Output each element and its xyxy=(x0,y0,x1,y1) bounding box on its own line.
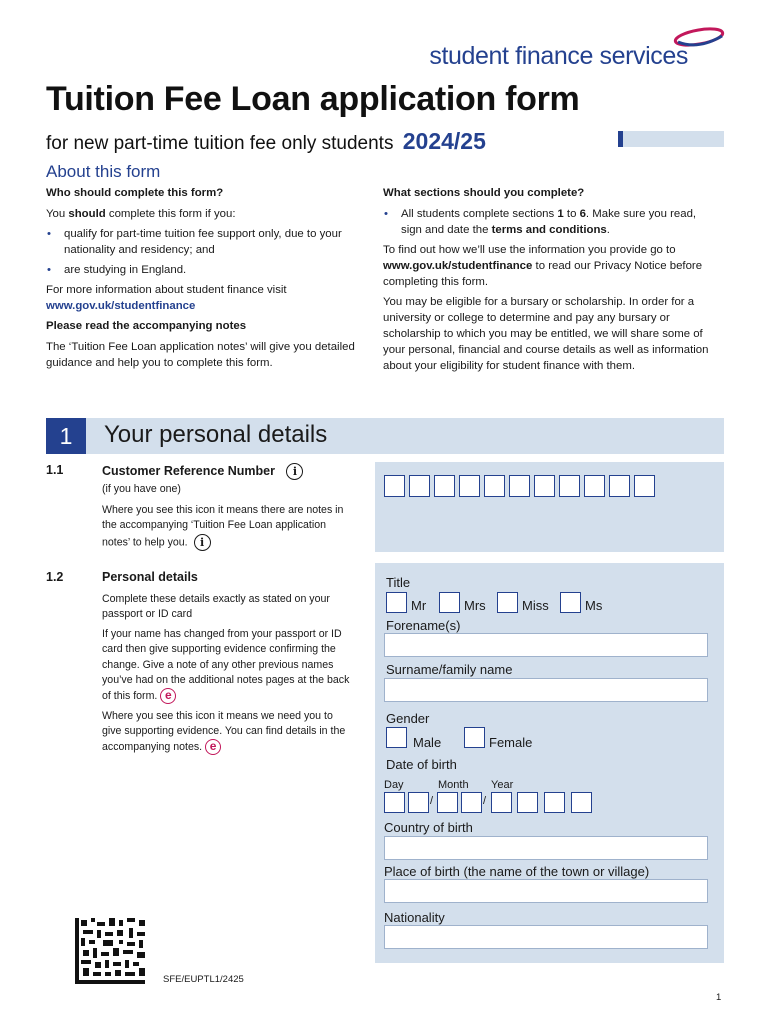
nationality-label: Nationality xyxy=(384,910,445,925)
info-icon: i xyxy=(194,534,211,551)
privacy-intro: To find out how we’ll use the information you provide go to xyxy=(383,244,676,256)
about-right-column xyxy=(383,185,713,378)
crn-title xyxy=(102,463,303,480)
sections-heading: What sections should you complete? xyxy=(383,187,585,199)
dob-label: Date of birth xyxy=(386,757,457,772)
title-option: Ms xyxy=(585,598,603,613)
brand-name: student finance services xyxy=(429,42,688,70)
crn-digit-box[interactable] xyxy=(534,475,555,497)
dob-day-label: Day xyxy=(384,779,404,791)
dob-month-label: Month xyxy=(438,779,469,791)
who-intro xyxy=(46,206,364,222)
bullet-bold: 6 xyxy=(579,208,586,220)
gender-male-checkbox[interactable] xyxy=(386,727,407,748)
dob-month-box[interactable] xyxy=(437,792,458,813)
crn-digit-box[interactable] xyxy=(409,475,430,497)
place-field[interactable] xyxy=(384,879,708,903)
dob-separator: / xyxy=(430,795,434,807)
dob-day-box[interactable] xyxy=(408,792,429,813)
section-title: Your personal details xyxy=(104,421,328,448)
note-passport: Complete these details exactly as stated on your passport or ID card xyxy=(102,593,330,621)
name-change-text: If your name has changed from your passport or ID card then give supporting evidence confirming the change. Give a note of any other previous names you’ve had on the additional notes pages at the back of this form. xyxy=(102,627,350,703)
privacy-text xyxy=(383,242,713,290)
dob-month-box[interactable] xyxy=(461,792,482,813)
crn-title-text: Customer Reference Number xyxy=(102,463,275,478)
question-number: 1.2 xyxy=(46,570,64,584)
evidence-icon: e xyxy=(205,739,221,755)
bullet-text: All students complete sections xyxy=(401,208,558,220)
title-miss-checkbox[interactable] xyxy=(497,592,518,613)
crn-digit-box[interactable] xyxy=(609,475,630,497)
list-item: • are studying in England. xyxy=(46,262,364,278)
evidence-text: Where you see this icon it means we need you to give supporting evidence. You can find details in the accompanying notes. xyxy=(102,709,346,754)
title-option: Mrs xyxy=(464,598,486,613)
section-number: 1 xyxy=(46,418,86,454)
forenames-field[interactable] xyxy=(384,633,708,657)
dob-year-box[interactable] xyxy=(544,792,565,813)
page-title: Tuition Fee Loan application form xyxy=(46,80,580,118)
question-number: 1.1 xyxy=(46,463,64,477)
dob-separator: / xyxy=(483,795,487,807)
sections-list xyxy=(383,206,713,238)
more-info-text: For more information about student finance visit xyxy=(46,284,287,296)
barcode-icon xyxy=(75,918,145,984)
crn-subtitle: (if you have one) xyxy=(102,483,181,495)
gender-option: Female xyxy=(489,735,533,750)
personal-details-notes xyxy=(102,592,352,760)
intro-text-end: complete this form if you: xyxy=(105,208,236,220)
gender-female-checkbox[interactable] xyxy=(464,727,485,748)
note-evidence xyxy=(102,709,352,756)
title-mrs-checkbox[interactable] xyxy=(439,592,460,613)
form-reference: SFE/EUPTL1/2425 xyxy=(163,974,244,985)
crn-digit-box[interactable] xyxy=(634,475,655,497)
bullet-text: . Make sure you read, sign and date the xyxy=(401,208,697,236)
crn-note xyxy=(102,503,352,551)
gender-label: Gender xyxy=(386,711,430,726)
crn-panel xyxy=(375,462,724,552)
about-left-column xyxy=(46,185,364,375)
bursary-text: You may be eligible for a bursary or scholarship. In order for a university or college to determine and pay any bursary or scholarship to which you may be entitled, we will share some of your personal, financial and course details as well as information about your eligibility for student finance with them. xyxy=(383,296,709,372)
bullet-text: to xyxy=(563,208,580,220)
page-number: 1 xyxy=(716,992,722,1003)
title-label: Title xyxy=(386,575,411,590)
title-option: Mr xyxy=(411,598,427,613)
studentfinance-link[interactable]: www.gov.uk/studentfinance xyxy=(46,300,196,312)
forenames-label: Forename(s) xyxy=(386,618,461,633)
personal-details-panel xyxy=(375,563,724,963)
privacy-end: to read our Privacy Notice before completing this form. xyxy=(383,260,703,288)
page-subtitle xyxy=(46,128,486,155)
crn-digit-box[interactable] xyxy=(559,475,580,497)
subtitle-text: for new part-time tuition fee only students xyxy=(46,133,394,154)
dob-day-box[interactable] xyxy=(384,792,405,813)
privacy-link[interactable]: www.gov.uk/studentfinance xyxy=(383,260,533,272)
note-name-change xyxy=(102,627,352,705)
dob-year-box[interactable] xyxy=(517,792,538,813)
crn-digit-box[interactable] xyxy=(509,475,530,497)
personal-details-title: Personal details xyxy=(102,570,198,584)
crn-digit-box[interactable] xyxy=(384,475,405,497)
title-ms-checkbox[interactable] xyxy=(560,592,581,613)
intro-bold: should xyxy=(68,208,106,220)
dob-year-box[interactable] xyxy=(571,792,592,813)
dob-year-label: Year xyxy=(491,779,514,791)
terms-text: terms and conditions xyxy=(491,224,607,236)
about-heading: About this form xyxy=(46,162,161,181)
evidence-icon: e xyxy=(160,688,176,704)
who-heading: Who should complete this form? xyxy=(46,187,224,199)
bullet-bold: 1 xyxy=(557,208,564,220)
list-item: • qualify for part-time tuition fee support only, due to your nationality and residency; and xyxy=(46,226,364,258)
gender-option: Male xyxy=(413,735,442,750)
list-item xyxy=(383,206,713,238)
dob-year-box[interactable] xyxy=(491,792,512,813)
nationality-field[interactable] xyxy=(384,925,708,949)
crn-digit-box[interactable] xyxy=(584,475,605,497)
crn-digit-box[interactable] xyxy=(434,475,455,497)
info-icon: i xyxy=(286,463,303,480)
academic-year: 2024/25 xyxy=(402,128,486,154)
bullet-text: . xyxy=(606,224,610,236)
country-field[interactable] xyxy=(384,836,708,860)
place-label: Place of birth (the name of the town or village) xyxy=(384,864,650,879)
surname-label: Surname/family name xyxy=(386,662,513,677)
more-info xyxy=(46,282,364,314)
crn-note-text: Where you see this icon it means there are notes in the accompanying ‘Tuition Fee Loan application notes’ to help you. xyxy=(102,504,344,549)
country-label: Country of birth xyxy=(384,820,473,835)
intro-text: You xyxy=(46,208,69,220)
eligibility-list xyxy=(46,226,364,278)
surname-field[interactable] xyxy=(384,678,708,702)
crn-digit-box[interactable] xyxy=(459,475,480,497)
crn-digit-box[interactable] xyxy=(484,475,505,497)
title-option: Miss xyxy=(522,598,549,613)
notes-heading: Please read the accompanying notes xyxy=(46,320,247,332)
title-mr-checkbox[interactable] xyxy=(386,592,407,613)
year-accent-bar xyxy=(618,131,724,147)
notes-text: The ‘Tuition Fee Loan application notes’ will give you detailed guidance and help you to complete this form. xyxy=(46,341,355,369)
